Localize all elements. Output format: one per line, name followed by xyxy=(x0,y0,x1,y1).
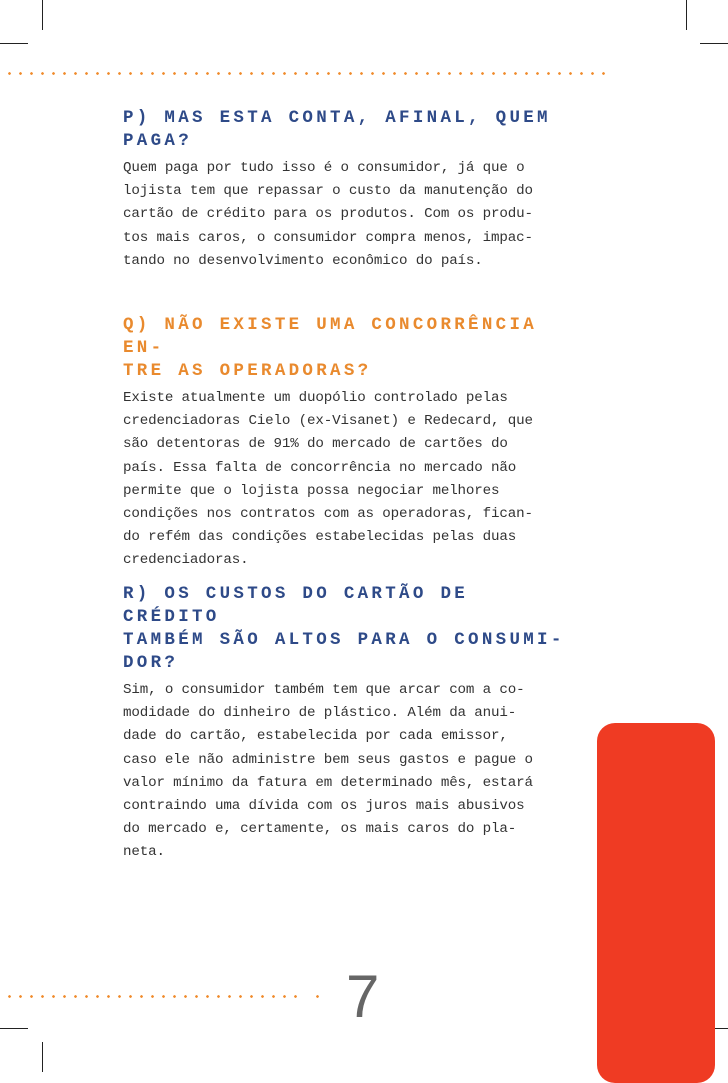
faq-answer-q: Existe atualmente um duopólio controlado pelas credenciadoras Cielo (ex-Visanet) e Redecard, que são detentoras de 91% do mercado de cartões do país. Essa falta de concorrência no mercado não permite que o lojista possa negociar melhores condições nos contratos com as operadoras, fican- do refém das condições estabelecidas pelas duas credenciadoras. xyxy=(123,390,533,569)
faq-answer-p: Quem paga por tudo isso é o consumidor, já que o lojista tem que repassar o custo da manutenção do cartão de crédito para os produtos. Com os produ- tos mais caros, o consumidor compra menos, impac- tando no desenvolvimento econômico do país. xyxy=(123,160,533,269)
crop-mark-top-left-vertical xyxy=(42,0,43,30)
red-side-tab xyxy=(597,723,715,1083)
crop-mark-top-right-horizontal xyxy=(700,43,728,44)
crop-mark-bottom-left-horizontal xyxy=(0,1028,28,1029)
faq-section-p xyxy=(123,107,551,273)
page-number: 7 xyxy=(346,963,380,1030)
faq-section-r xyxy=(123,583,578,865)
faq-question-q: Q) NÃO EXISTE UMA CONCORRÊNCIA EN- TRE AS OPERADORAS? xyxy=(123,315,538,381)
top-dotted-rule xyxy=(4,72,610,75)
faq-question-r: R) OS CUSTOS DO CARTÃO DE CRÉDITO TAMBÉM SÃO ALTOS PARA O CONSUMI- DOR? xyxy=(123,584,565,673)
faq-answer-r: Sim, o consumidor também tem que arcar com a co- modidade do dinheiro de plástico. Além da anui- dade do cartão, estabelecida por cada emissor, caso ele não administre bem seus gastos e pague o valor mínimo da fatura em determinado mês, estará contraindo uma dívida com os juros mais abusivos do mercado e, certamente, os mais caros do pla- neta. xyxy=(123,682,533,861)
crop-mark-top-right-vertical xyxy=(686,0,687,30)
bottom-dotted-rule-end-dot xyxy=(312,995,323,998)
faq-section-q xyxy=(123,314,578,573)
crop-mark-bottom-left-vertical xyxy=(42,1042,43,1072)
bottom-dotted-rule xyxy=(4,995,300,998)
faq-question-p: P) MAS ESTA CONTA, AFINAL, QUEM PAGA? xyxy=(123,108,551,151)
crop-mark-top-left-horizontal xyxy=(0,43,28,44)
